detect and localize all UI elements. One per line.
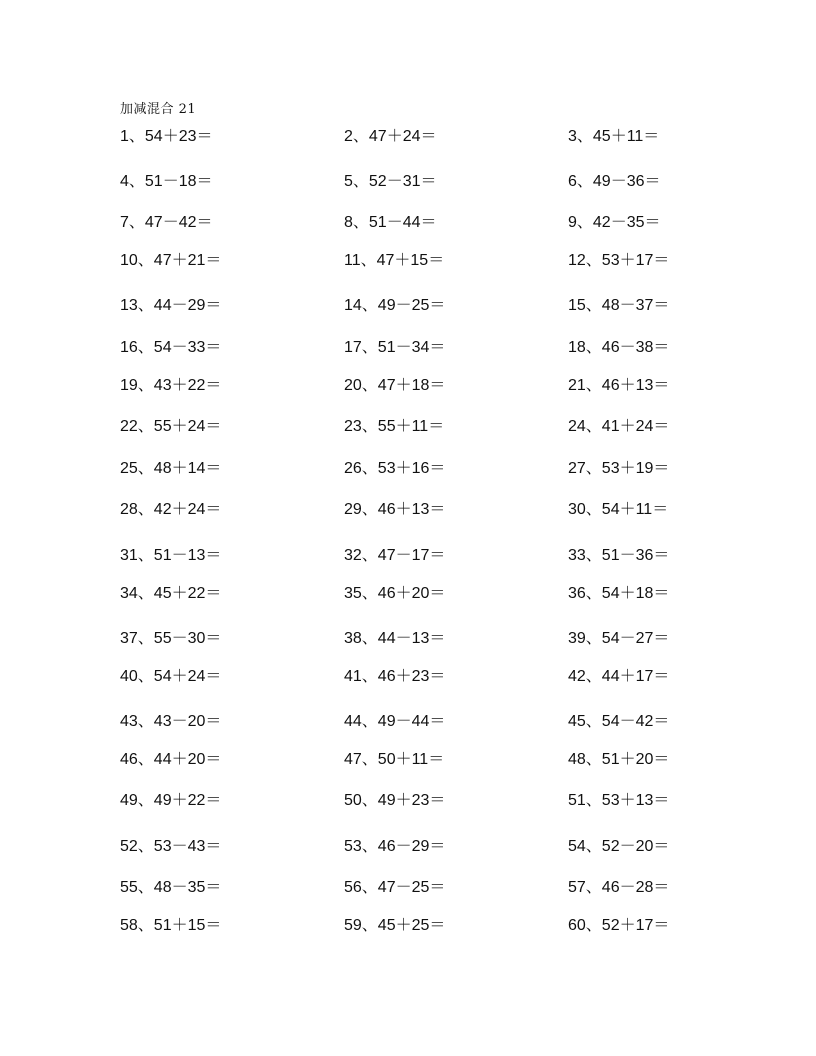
problem-item: 11、47＋15＝ <box>344 252 445 269</box>
problem-item: 42、44＋17＝ <box>568 668 670 685</box>
problem-item: 60、52＋17＝ <box>568 917 670 934</box>
problem-item: 13、44－29＝ <box>120 297 222 314</box>
problem-item: 55、48－35＝ <box>120 879 222 896</box>
problem-item: 47、50＋11＝ <box>344 751 445 768</box>
problem-row <box>120 456 720 482</box>
problem-item: 54、52－20＝ <box>568 838 670 855</box>
problem-row <box>120 788 720 814</box>
problem-item: 52、53－43＝ <box>120 838 222 855</box>
problem-item: 33、51－36＝ <box>568 547 670 564</box>
problem-row <box>120 210 720 236</box>
problem-item: 40、54＋24＝ <box>120 668 222 685</box>
problem-item: 2、47＋24＝ <box>344 128 437 145</box>
problem-item: 57、46－28＝ <box>568 879 670 896</box>
problem-item: 19、43＋22＝ <box>120 377 222 394</box>
problem-item: 21、46＋13＝ <box>568 377 670 394</box>
problem-item: 18、46－38＝ <box>568 339 670 356</box>
problem-item: 25、48＋14＝ <box>120 460 222 477</box>
problem-item: 10、47＋21＝ <box>120 252 222 269</box>
problem-item: 15、48－37＝ <box>568 297 670 314</box>
problem-item: 29、46＋13＝ <box>344 501 446 518</box>
problem-item: 26、53＋16＝ <box>344 460 446 477</box>
problem-item: 36、54＋18＝ <box>568 585 670 602</box>
problem-item: 30、54＋11＝ <box>568 501 669 518</box>
problem-item: 50、49＋23＝ <box>344 792 446 809</box>
problem-item: 6、49－36＝ <box>568 173 661 190</box>
problem-item: 9、42－35＝ <box>568 214 661 231</box>
worksheet-title: 加减混合 21 <box>120 102 197 117</box>
problem-item: 22、55＋24＝ <box>120 418 222 435</box>
problem-row <box>120 709 720 735</box>
problem-item: 48、51＋20＝ <box>568 751 670 768</box>
problem-row <box>120 293 720 319</box>
problem-row <box>120 543 720 569</box>
problem-item: 5、52－31＝ <box>344 173 437 190</box>
problem-item: 1、54＋23＝ <box>120 128 213 145</box>
problem-row <box>120 664 720 690</box>
problem-item: 12、53＋17＝ <box>568 252 670 269</box>
problem-item: 16、54－33＝ <box>120 339 222 356</box>
problem-row <box>120 248 720 274</box>
problem-row <box>120 497 720 523</box>
problem-row <box>120 626 720 652</box>
problem-row <box>120 581 720 607</box>
problem-item: 32、47－17＝ <box>344 547 446 564</box>
problem-item: 58、51＋15＝ <box>120 917 222 934</box>
problem-row <box>120 913 720 939</box>
problem-item: 56、47－25＝ <box>344 879 446 896</box>
problem-item: 17、51－34＝ <box>344 339 446 356</box>
problem-item: 51、53＋13＝ <box>568 792 670 809</box>
problem-item: 35、46＋20＝ <box>344 585 446 602</box>
problem-item: 59、45＋25＝ <box>344 917 446 934</box>
problem-item: 46、44＋20＝ <box>120 751 222 768</box>
problem-item: 8、51－44＝ <box>344 214 437 231</box>
problem-item: 39、54－27＝ <box>568 630 670 647</box>
problem-item: 7、47－42＝ <box>120 214 213 231</box>
problem-item: 3、45＋11＝ <box>568 128 660 145</box>
problem-item: 41、46＋23＝ <box>344 668 446 685</box>
problem-row <box>120 834 720 860</box>
problem-item: 20、47＋18＝ <box>344 377 446 394</box>
problem-row <box>120 169 720 195</box>
problem-item: 31、51－13＝ <box>120 547 222 564</box>
problem-item: 23、55＋11＝ <box>344 418 445 435</box>
problem-item: 43、43－20＝ <box>120 713 222 730</box>
problem-row <box>120 747 720 773</box>
problem-row <box>120 124 720 150</box>
problem-item: 49、49＋22＝ <box>120 792 222 809</box>
problem-row <box>120 414 720 440</box>
problem-item: 27、53＋19＝ <box>568 460 670 477</box>
problem-item: 24、41＋24＝ <box>568 418 670 435</box>
problem-item: 44、49－44＝ <box>344 713 446 730</box>
problem-row <box>120 875 720 901</box>
problem-item: 28、42＋24＝ <box>120 501 222 518</box>
problem-item: 14、49－25＝ <box>344 297 446 314</box>
problem-item: 38、44－13＝ <box>344 630 446 647</box>
problem-item: 37、55－30＝ <box>120 630 222 647</box>
problem-item: 45、54－42＝ <box>568 713 670 730</box>
problem-item: 4、51－18＝ <box>120 173 213 190</box>
problem-row <box>120 335 720 361</box>
problem-row <box>120 373 720 399</box>
problem-item: 53、46－29＝ <box>344 838 446 855</box>
problem-item: 34、45＋22＝ <box>120 585 222 602</box>
